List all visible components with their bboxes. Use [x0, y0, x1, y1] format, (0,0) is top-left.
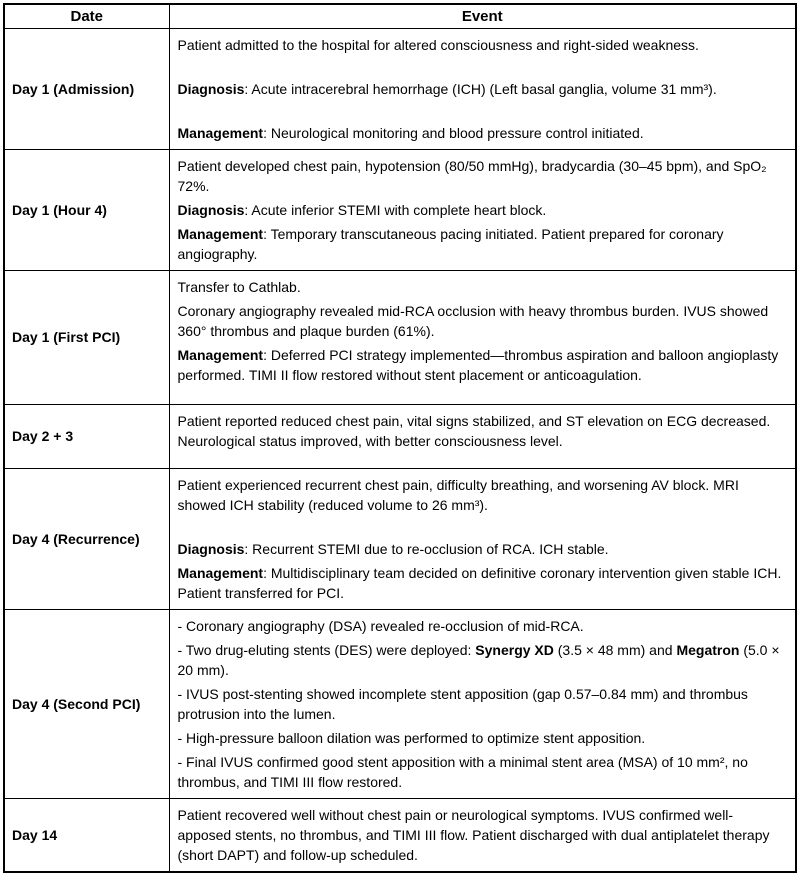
event-text-bold: Management — [177, 226, 264, 242]
event-paragraph — [178, 752, 786, 792]
event-paragraph — [178, 301, 786, 341]
date-cell: Day 1 (Hour 4) — [4, 150, 169, 271]
event-paragraph — [178, 563, 786, 603]
date-cell: Day 14 — [4, 799, 169, 873]
date-cell: Day 4 (Recurrence) — [4, 469, 169, 610]
event-text-bold: Management — [177, 347, 264, 363]
event-text-bold: Megatron — [676, 642, 740, 658]
table-header-row — [4, 4, 796, 29]
event-text: - IVUS post-stenting showed incomplete stent apposition (gap 0.57–0.84 mm) and thrombus protrusion into the lumen. — [177, 686, 748, 722]
event-text: Patient experienced recurrent chest pain, difficulty breathing, and worsening AV block. MRI showed ICH stability (reduced volume to 26 mm³). — [177, 477, 739, 513]
event-text: (5.0 × 20 mm). — [177, 642, 780, 678]
event-paragraph — [178, 35, 786, 55]
event-cell — [169, 610, 796, 799]
date-cell: Day 4 (Second PCI) — [4, 610, 169, 799]
event-text-bold: Diagnosis — [177, 202, 245, 218]
event-cell — [169, 469, 796, 610]
event-text: : Deferred PCI strategy implemented—thrombus aspiration and balloon angioplasty performed. TIMI II flow restored without stent placement or anticoagulation. — [177, 347, 779, 383]
event-paragraph — [178, 805, 786, 865]
event-text: Patient reported reduced chest pain, vital signs stabilized, and ST elevation on ECG decreased. Neurological status improved, with better consciousness level. — [177, 413, 771, 449]
event-paragraph — [178, 728, 786, 748]
event-text: : Recurrent STEMI due to re-occlusion of RCA. ICH stable. — [244, 541, 609, 557]
table-row — [4, 29, 796, 150]
event-text-bold: Management — [177, 565, 264, 581]
event-text: Patient developed chest pain, hypotension (80/50 mmHg), bradycardia (30–45 bpm), and SpO₂ 72%. — [177, 158, 767, 194]
event-paragraph — [178, 539, 786, 559]
table-row — [4, 799, 796, 873]
event-paragraph — [178, 475, 786, 515]
date-cell: Day 1 (First PCI) — [4, 271, 169, 405]
event-cell — [169, 405, 796, 469]
event-cell — [169, 271, 796, 405]
event-paragraph — [178, 411, 786, 451]
date-cell: Day 1 (Admission) — [4, 29, 169, 150]
table-row — [4, 405, 796, 469]
event-text: - Coronary angiography (DSA) revealed re-occlusion of mid-RCA. — [177, 618, 584, 634]
column-header-event: Event — [169, 4, 796, 29]
patient-timeline-table — [3, 3, 797, 873]
event-text-bold: Diagnosis — [177, 541, 245, 557]
event-text: Patient admitted to the hospital for altered consciousness and right-sided weakness. — [177, 37, 699, 53]
table-body — [4, 29, 796, 873]
table-row — [4, 469, 796, 610]
event-paragraph — [178, 200, 786, 220]
event-text: : Acute intracerebral hemorrhage (ICH) (Left basal ganglia, volume 31 mm³). — [244, 81, 717, 97]
event-text: - Final IVUS confirmed good stent apposition with a minimal stent area (MSA) of 10 mm², no thrombus, and TIMI III flow restored. — [177, 754, 748, 790]
date-cell: Day 2 + 3 — [4, 405, 169, 469]
event-cell — [169, 150, 796, 271]
event-text-bold: Management — [177, 125, 264, 141]
event-text: Transfer to Cathlab. — [177, 279, 301, 295]
event-paragraph — [178, 156, 786, 196]
event-text: : Acute inferior STEMI with complete heart block. — [244, 202, 547, 218]
event-text: : Neurological monitoring and blood pressure control initiated. — [263, 125, 644, 141]
event-paragraph — [178, 79, 786, 99]
event-text: - Two drug-eluting stents (DES) were deployed: — [177, 642, 476, 658]
event-paragraph — [178, 616, 786, 636]
table-row — [4, 150, 796, 271]
event-cell — [169, 799, 796, 873]
column-header-date: Date — [4, 4, 169, 29]
table-row — [4, 610, 796, 799]
event-paragraph — [178, 684, 786, 724]
event-paragraph — [178, 224, 786, 264]
event-text-bold: Synergy XD — [475, 642, 554, 658]
event-text: : Multidisciplinary team decided on definitive coronary intervention given stable ICH. Patient transferred for PCI. — [177, 565, 782, 601]
event-paragraph — [178, 640, 786, 680]
event-paragraph — [178, 345, 786, 385]
event-text: Patient recovered well without chest pain or neurological symptoms. IVUS confirmed well-apposed stents, no thrombus, and TIMI III flow. Patient discharged with dual antiplatelet therapy (short DAPT) and follow-up scheduled. — [177, 807, 770, 863]
event-paragraph — [178, 277, 786, 297]
event-text-bold: Diagnosis — [177, 81, 245, 97]
event-text: : Temporary transcutaneous pacing initiated. Patient prepared for coronary angiography. — [177, 226, 724, 262]
event-paragraph — [178, 123, 786, 143]
event-text: (3.5 × 48 mm) and — [553, 642, 677, 658]
table-row — [4, 271, 796, 405]
event-text: - High-pressure balloon dilation was performed to optimize stent apposition. — [177, 730, 646, 746]
event-text: Coronary angiography revealed mid-RCA occlusion with heavy thrombus burden. IVUS showed 360° thrombus and plaque burden (61%). — [177, 303, 769, 339]
event-cell — [169, 29, 796, 150]
